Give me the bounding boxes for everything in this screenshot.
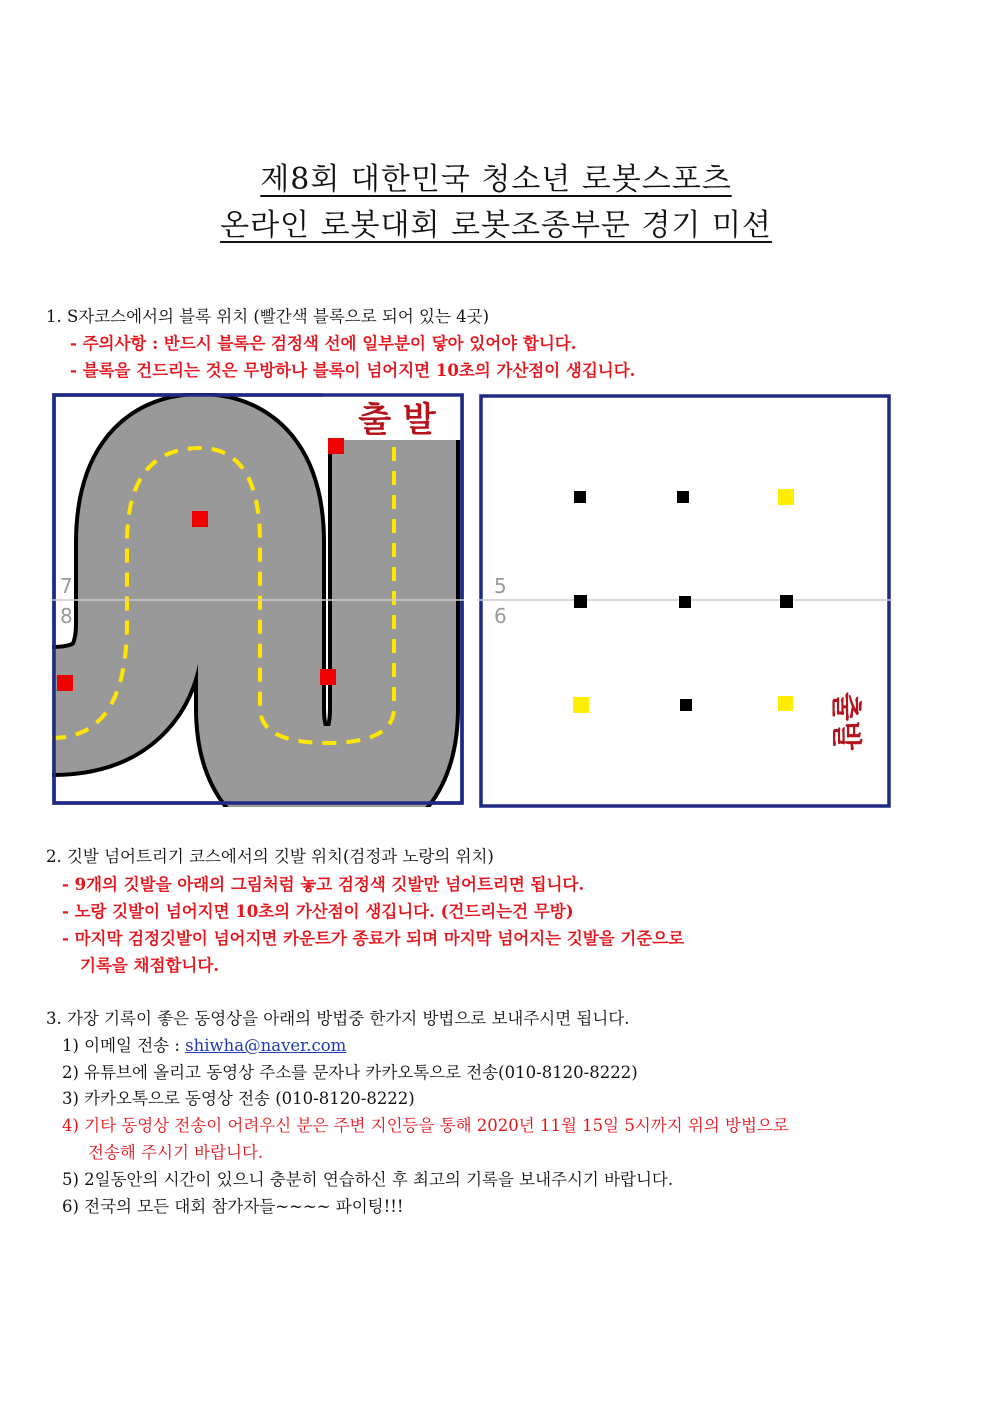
start-label-2: 출발	[828, 692, 863, 750]
flag-course-figure	[478, 393, 892, 809]
number-6: 6	[494, 604, 507, 628]
email-link[interactable]: shiwha@naver.com	[185, 1036, 347, 1055]
title-line-2	[0, 204, 992, 248]
item4: 4) 기타 동영상 전송이 어려우신 분은 주변 지인등을 통해 2020년 11월 15일 5시까지 위의 방법으로	[62, 1116, 789, 1135]
red-block-2	[192, 511, 208, 527]
flag-black	[574, 595, 587, 608]
title-text-1: 제8회 대한민국 청소년 로봇스포츠	[260, 162, 732, 197]
number-8: 8	[60, 604, 73, 628]
section3-heading: 3. 가장 기록이 좋은 동영상을 아래의 방법중 한가지 방법으로 보내주시면 됩니다.	[46, 1009, 630, 1028]
section1-note2: - 블록을 건드리는 것은 무방하나 블록이 넘어지면 10초의 가산점이 생깁니다.	[70, 361, 636, 380]
flag-yellow	[573, 697, 589, 713]
red-block-1	[328, 438, 344, 454]
section2-note2: - 노랑 깃발이 넘어지면 10초의 가산점이 생깁니다. (건드리는건 무방)	[62, 902, 574, 921]
number-7: 7	[60, 574, 73, 598]
item2: 2) 유튜브에 올리고 동영상 주소를 문자나 카카오톡으로 전송(010-8120-8222)	[62, 1063, 638, 1082]
flag-black	[780, 595, 793, 608]
section2-note1: - 9개의 깃발을 아래의 그림처럼 놓고 검정색 깃발만 넘어트리면 됩니다.	[62, 875, 585, 894]
flag-black	[677, 491, 689, 503]
red-block-4	[57, 675, 73, 691]
section2-note3b: 기록을 채점합니다.	[80, 956, 220, 975]
flag-yellow	[778, 696, 793, 711]
title-line-1	[0, 158, 992, 202]
flag-yellow	[778, 489, 794, 505]
section2-note3: - 마지막 검정깃발이 넘어지면 카운트가 종료가 되며 마지막 넘어지는 깃발을 기준으로	[62, 929, 685, 948]
item5: 5) 2일동안의 시간이 있으니 충분히 연습하신 후 최고의 기록을 보내주시기 바랍니다.	[62, 1170, 674, 1189]
flag-black	[574, 491, 586, 503]
flag-black	[680, 699, 692, 711]
item1	[62, 1035, 346, 1057]
item1-label: 1) 이메일 전송 :	[62, 1036, 186, 1055]
red-block-3	[320, 669, 336, 685]
item6: 6) 전국의 모든 대회 참가자들~~~~ 파이팅!!!	[62, 1197, 404, 1216]
section2-heading: 2. 깃발 넘어트리기 코스에서의 깃발 위치(검정과 노랑의 위치)	[46, 847, 494, 866]
item4b: 전송해 주시기 바랍니다.	[88, 1143, 264, 1162]
flag-black	[679, 596, 691, 608]
track-surface	[52, 438, 394, 788]
section1-heading: 1. S자코스에서의 블록 위치 (빨간색 블록으로 되어 있는 4곳)	[46, 307, 490, 326]
s-course-figure	[52, 393, 464, 807]
start-label-1: 출 발	[358, 400, 436, 440]
title-text-2: 온라인 로봇대회 로봇조종부문 경기 미션	[220, 208, 772, 243]
number-5: 5	[494, 574, 507, 598]
section1-note1: - 주의사항 : 반드시 블록은 검정색 선에 일부분이 닿아 있어야 합니다.	[70, 334, 577, 353]
item3: 3) 카카오톡으로 동영상 전송 (010-8120-8222)	[62, 1089, 415, 1108]
